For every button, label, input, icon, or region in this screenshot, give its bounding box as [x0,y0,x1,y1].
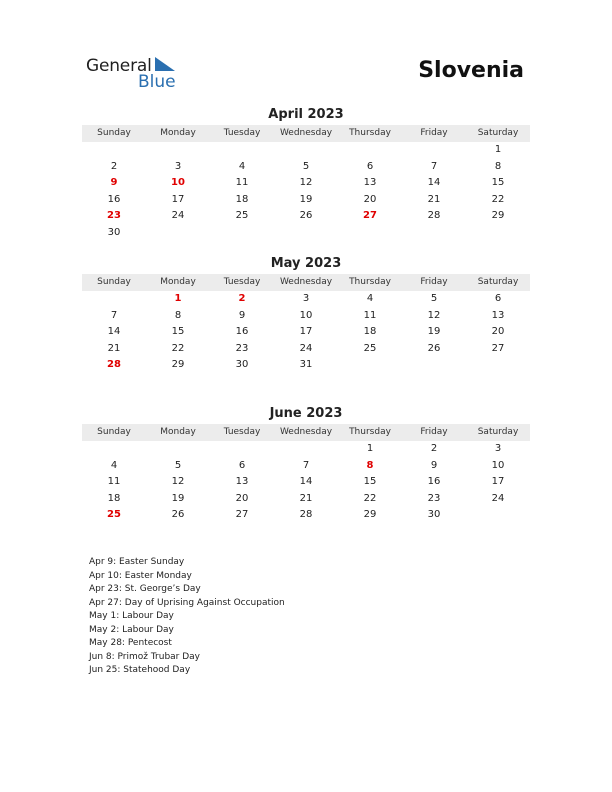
month-title: April 2023 [268,107,344,122]
week-row [82,441,530,458]
weekday-label: Saturday [477,128,519,138]
day-cell: 5 [430,293,438,304]
day-cell [210,225,274,242]
day-cell [210,441,274,458]
day-cell: 15 [491,177,505,189]
weekday-label: Thursday [349,427,391,437]
weekday-label: Saturday [477,277,519,287]
day-cell [466,225,530,242]
week-row [82,225,530,242]
day-cell: 25 [363,342,377,354]
week-row [82,142,530,159]
weekday-label: Friday [420,277,448,287]
weekday-label: Tuesday [223,128,261,138]
country-title: Slovenia [418,58,524,83]
day-cell [146,225,210,242]
day-cell: 7 [302,459,310,471]
weekday-label: Saturday [477,427,519,437]
month-title: May 2023 [270,256,342,271]
day-cell: 23 [427,492,441,504]
weekday-label: Thursday [349,277,391,287]
day-cell: 12 [427,309,441,321]
day-cell: 15 [171,326,185,338]
holiday-day-cell: 23 [107,210,121,222]
holiday-entry: Apr 23: St. George’s Day [89,584,201,594]
day-cell: 18 [107,492,121,504]
day-cell: 2 [430,443,438,454]
day-cell: 7 [430,160,438,172]
month-weeks [82,142,530,242]
weekday-label: Monday [160,128,196,138]
day-cell: 4 [110,459,118,471]
day-cell: 27 [491,342,505,354]
day-cell: 13 [363,177,377,189]
logo-triangle-icon [155,57,175,73]
day-cell: 20 [491,326,505,338]
day-cell: 20 [363,193,377,205]
day-cell: 6 [366,160,374,172]
day-cell: 17 [171,193,185,205]
day-cell: 19 [299,193,313,205]
day-cell: 27 [235,509,249,521]
day-cell [146,142,210,159]
holiday-entry: May 2: Labour Day [89,624,174,635]
weekday-header [82,424,530,441]
week-row [82,507,530,524]
day-cell: 16 [235,326,249,338]
day-cell: 24 [171,210,185,222]
day-cell: 1 [366,443,374,454]
day-cell: 21 [427,193,441,205]
weekday-label: Wednesday [279,427,333,437]
day-cell: 9 [430,459,438,471]
week-row [82,458,530,475]
day-cell [82,291,146,308]
day-cell [82,441,146,458]
holiday-day-cell: 2 [238,293,246,304]
month-calendar-june [82,406,530,524]
day-cell: 12 [171,476,185,488]
day-cell [338,142,402,159]
day-cell: 2 [110,160,118,172]
weekday-label: Friday [420,128,448,138]
day-cell: 30 [235,359,249,371]
holiday-entry: Jun 8: Primož Trubar Day [89,651,201,662]
day-cell: 14 [107,326,121,338]
day-cell [274,441,338,458]
day-cell: 11 [107,476,121,488]
week-row [82,159,530,176]
month-weeks [82,291,530,374]
day-cell: 16 [107,193,121,205]
day-cell: 19 [427,326,441,338]
weekday-label: Tuesday [223,427,261,437]
week-row [82,324,530,341]
week-row [82,491,530,508]
holiday-entry: May 1: Labour Day [89,611,174,621]
day-cell [466,357,530,374]
day-cell: 30 [107,226,121,238]
day-cell [402,225,466,242]
day-cell [146,441,210,458]
day-cell: 30 [427,509,441,521]
day-cell: 18 [363,326,377,338]
day-cell: 24 [491,492,505,504]
day-cell [338,357,402,374]
logo-blue-text: Blue [138,72,176,92]
generalblue-logo [86,56,186,92]
day-cell: 9 [238,309,246,321]
holiday-day-cell: 1 [174,293,182,304]
holiday-day-cell: 27 [363,210,377,222]
day-cell: 12 [299,177,313,189]
weekday-label: Sunday [97,128,131,138]
day-cell: 23 [235,342,249,354]
weekday-header [82,125,530,142]
day-cell [210,142,274,159]
day-cell: 22 [491,193,505,205]
day-cell [338,225,402,242]
day-cell: 21 [107,342,121,354]
weekday-label: Thursday [349,128,391,138]
holiday-entry: Jun 25: Statehood Day [89,665,191,675]
weekday-label: Friday [420,427,448,437]
week-row [82,341,530,358]
day-cell: 29 [171,359,185,371]
day-cell: 8 [174,309,182,321]
day-cell [274,142,338,159]
day-cell: 7 [110,309,118,321]
week-row [82,291,530,308]
day-cell: 17 [299,326,313,338]
day-cell: 31 [299,359,313,371]
day-cell: 3 [302,293,310,304]
day-cell: 5 [174,459,182,471]
day-cell: 4 [366,293,374,304]
day-cell: 21 [299,492,313,504]
holiday-entry: May 28: Pentecost [89,638,172,648]
weekday-header [82,274,530,291]
day-cell [402,142,466,159]
day-cell: 20 [235,492,249,504]
weekday-label: Wednesday [279,277,333,287]
day-cell: 26 [427,342,441,354]
day-cell: 1 [494,144,502,155]
weekday-label: Monday [160,277,196,287]
holiday-list [89,556,285,678]
day-cell: 14 [299,476,313,488]
weekday-label: Monday [160,427,196,437]
holiday-day-cell: 28 [107,359,121,371]
day-cell [82,142,146,159]
week-row [82,357,530,374]
month-title: June 2023 [269,406,343,421]
day-cell [402,357,466,374]
day-cell: 3 [494,443,502,454]
week-row [82,175,530,192]
day-cell: 10 [491,459,505,471]
day-cell: 25 [235,210,249,222]
week-row [82,308,530,325]
logo-general-text: General [86,56,152,76]
day-cell: 22 [363,492,377,504]
day-cell: 8 [494,160,502,172]
weekday-label: Sunday [97,427,131,437]
day-cell: 4 [238,160,246,172]
day-cell: 18 [235,193,249,205]
holiday-day-cell: 8 [366,459,374,471]
holiday-day-cell: 9 [110,177,118,189]
day-cell: 28 [299,509,313,521]
weekday-label: Tuesday [223,277,261,287]
day-cell: 16 [427,476,441,488]
month-calendar-may [82,256,530,374]
holiday-day-cell: 25 [107,509,121,521]
day-cell: 26 [299,210,313,222]
week-row [82,474,530,491]
day-cell: 10 [299,309,313,321]
day-cell: 22 [171,342,185,354]
day-cell: 5 [302,160,310,172]
week-row [82,192,530,209]
weekday-label: Wednesday [279,128,333,138]
day-cell: 13 [235,476,249,488]
day-cell: 3 [174,160,182,172]
day-cell: 29 [491,210,505,222]
holiday-entry: Apr 27: Day of Uprising Against Occupation [89,597,285,608]
day-cell: 6 [238,459,246,471]
holiday-entry: Apr 9: Easter Sunday [89,557,185,567]
day-cell: 28 [427,210,441,222]
day-cell: 24 [299,342,313,354]
month-calendar-april [82,107,530,242]
day-cell [274,225,338,242]
holiday-day-cell: 10 [171,177,185,189]
holiday-entry: Apr 10: Easter Monday [89,570,192,581]
month-weeks [82,441,530,524]
day-cell: 6 [494,293,502,304]
day-cell: 17 [491,476,505,488]
day-cell [466,507,530,524]
day-cell: 14 [427,177,441,189]
day-cell: 11 [363,309,377,321]
day-cell: 26 [171,509,185,521]
week-row [82,208,530,225]
day-cell: 13 [491,309,505,321]
day-cell: 19 [171,492,185,504]
day-cell: 15 [363,476,377,488]
day-cell: 29 [363,509,377,521]
weekday-label: Sunday [97,277,131,287]
day-cell: 11 [235,177,249,189]
